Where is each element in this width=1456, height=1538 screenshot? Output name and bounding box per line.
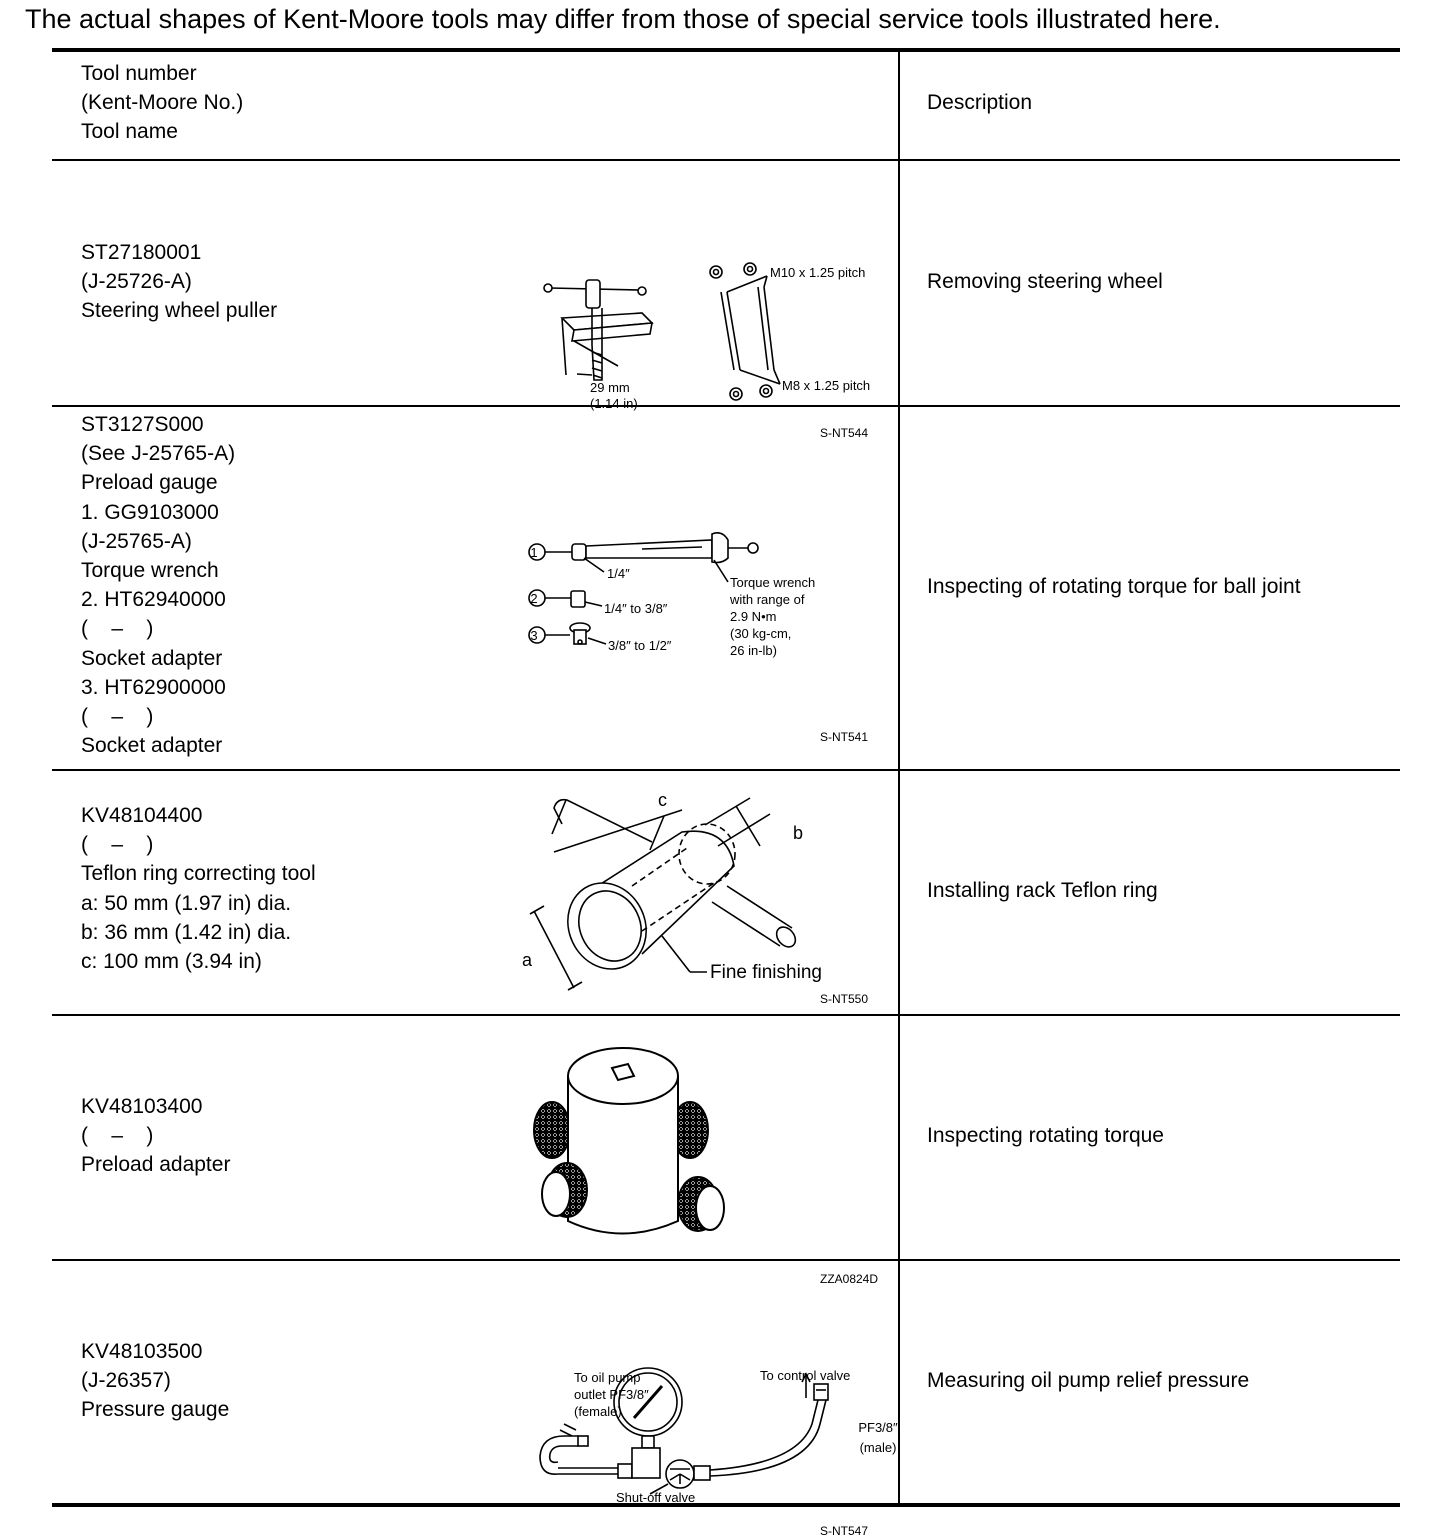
tool-line: a: 50 mm (1.97 in) dia. [81, 891, 292, 915]
header-rule [52, 159, 1400, 161]
tool-line: Socket adapter [81, 646, 223, 670]
tool-description: Measuring oil pump relief pressure [927, 1369, 1250, 1392]
header-line: Tool name [81, 120, 178, 144]
tool-line: ST3127S000 [81, 413, 204, 436]
header-line: Tool number [81, 62, 197, 85]
tool-info [81, 1337, 229, 1425]
figure-label: b [793, 823, 804, 843]
figure-label: (male) [859, 1440, 897, 1455]
tool-line: (J-25765-A) [81, 529, 192, 553]
tool-description: Inspecting rotating torque [927, 1124, 1164, 1147]
tool-line: ( – ) [81, 1124, 154, 1148]
tool-line: Teflon ring correcting tool [81, 862, 316, 886]
row-divider [52, 1014, 1400, 1016]
figure-label: M8 x 1.25 pitch [782, 378, 871, 393]
figure-label: (1.14 in) [590, 396, 638, 411]
figure-label: To control valve [760, 1368, 851, 1383]
figure-label: 1 [530, 545, 538, 560]
header-description: Description [927, 91, 1033, 114]
figure-label: 29 mm [590, 380, 630, 395]
figure-label: (30 kg-cm, [730, 626, 792, 641]
figure-code: ZZA0824D [820, 1272, 879, 1286]
header-tool-column [81, 59, 243, 147]
column-divider [898, 48, 900, 1506]
figure-label: 26 in-lb) [730, 643, 777, 658]
table-top-rule [52, 48, 1400, 52]
figure-label: (female) [574, 1404, 622, 1419]
tool-line: Socket adapter [81, 734, 223, 758]
header-line: (Kent-Moore No.) [81, 91, 244, 115]
tool-line: Preload gauge [81, 471, 218, 495]
tool-line: 3. HT62900000 [81, 675, 226, 699]
tool-line: (J-26357) [81, 1369, 171, 1393]
page-note: The actual shapes of Kent-Moore tools may differ from those of special service tools illustrated here. [25, 4, 1221, 34]
tool-line: (J-25726-A) [81, 270, 192, 294]
figure-label: M10 x 1.25 pitch [770, 265, 866, 280]
figure-label: Shut-off valve [616, 1490, 696, 1505]
tool-line: KV48103400 [81, 1095, 203, 1118]
figure-label: 3/8″ to 1/2″ [608, 638, 672, 653]
tool-line: KV48103500 [81, 1340, 203, 1363]
figure-code: S-NT547 [820, 1524, 869, 1538]
figure-label: 1/4″ to 3/8″ [604, 601, 668, 616]
tool-description: Inspecting of rotating torque for ball joint [927, 575, 1301, 598]
tool-line: (See J-25765-A) [81, 442, 236, 466]
preload-adapter-figure [522, 1036, 879, 1286]
row-divider [52, 405, 1400, 407]
tool-info [81, 1092, 230, 1180]
tool-info [81, 410, 235, 760]
preload-gauge-figure [522, 518, 892, 744]
tool-line: Preload adapter [81, 1153, 231, 1177]
tool-description: Removing steering wheel [927, 270, 1163, 293]
tool-line: ( – ) [81, 833, 154, 857]
tool-info [81, 238, 277, 326]
row-divider [52, 769, 1400, 771]
tool-description: Installing rack Teflon ring [927, 879, 1158, 902]
figure-label: 2.9 N•m [730, 609, 777, 624]
figure-label: 3 [530, 628, 538, 643]
tool-info [81, 801, 316, 976]
figure-label: c [658, 790, 667, 810]
figure-code: S-NT544 [820, 426, 869, 440]
tool-line: Steering wheel puller [81, 299, 278, 323]
figure-label: a [522, 950, 533, 970]
tool-line: ST27180001 [81, 241, 202, 264]
tool-line: 1. GG9103000 [81, 500, 219, 524]
figure-label: Torque wrench [730, 575, 816, 590]
figure-label: 2 [530, 591, 538, 606]
tool-line: Torque wrench [81, 559, 219, 583]
steering-wheel-puller-figure [522, 210, 892, 440]
tool-line: Pressure gauge [81, 1398, 230, 1422]
figure-label: outlet PF3/8″ [574, 1387, 649, 1402]
tool-line: ( – ) [81, 705, 154, 729]
pressure-gauge-figure [518, 1304, 898, 1538]
tool-line: b: 36 mm (1.42 in) dia. [81, 920, 292, 944]
tool-line: ( – ) [81, 617, 154, 641]
tool-line: c: 100 mm (3.94 in) [81, 950, 262, 974]
figure-code: S-NT541 [820, 730, 869, 744]
figure-code: S-NT550 [820, 992, 869, 1006]
figure-label: with range of [730, 592, 805, 607]
figure-label: PF3/8″ [858, 1420, 898, 1435]
tool-line: KV48104400 [81, 804, 203, 827]
special-service-tools-table [52, 48, 1400, 1538]
figure-label: Fine finishing [710, 962, 822, 983]
row-divider [52, 1259, 1400, 1261]
figure-label: 1/4″ [607, 566, 630, 581]
tool-line: 2. HT62940000 [81, 588, 226, 612]
figure-label: To oil pump [574, 1370, 641, 1385]
teflon-ring-tool-figure [522, 776, 869, 1006]
